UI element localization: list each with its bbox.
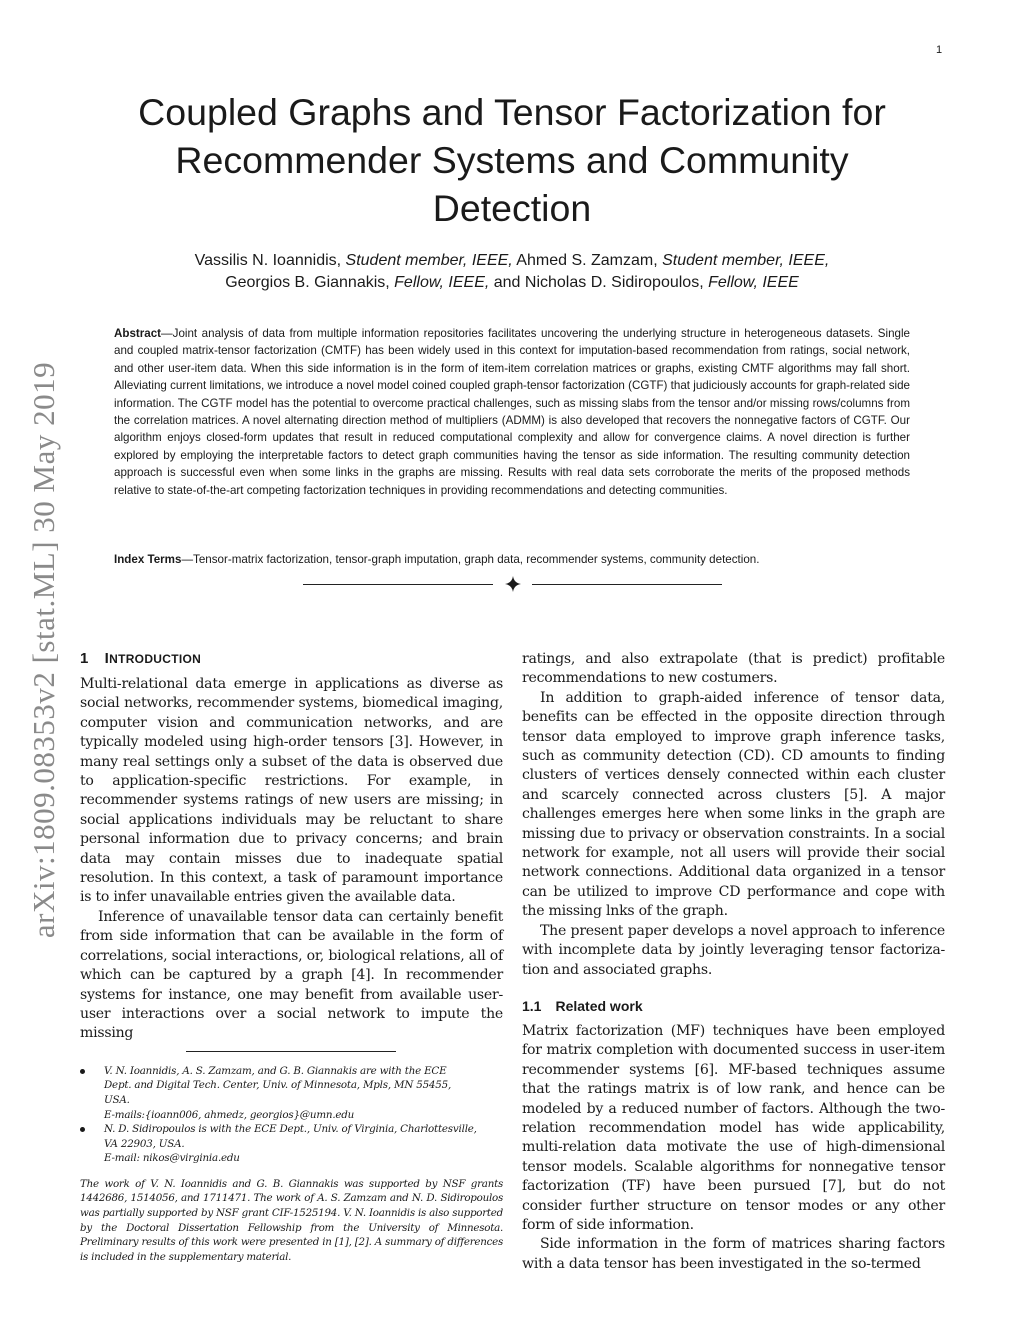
footnote-1-line-1: V. N. Ioannidis, A. S. Zamzam, and G. B. Giannakis are with the ECE [104,1064,447,1077]
arxiv-stamp [14,340,74,960]
author-4-role: Fellow, IEEE [708,274,799,291]
abstract-text: —Joint analysis of data from multiple information repositories facilitates uncovering the underlying structure in heterogeneous datasets. Single and coupled matrix-tensor factorization (CMTF) has been widely used in this context for imputation-based recommendation from ratings, social network, and other user-item data. When this side information is in the form of item-item correlation matrices or graphs, existing CMTF algorithms may fall short. Alleviating current limitations, we introduce a novel model coined coupled graph-tensor factorization (CGTF) that judiciously accounts for graph-related side information. The CGTF model has the potential to overcome practical challenges, such as missing slabs from the tensor and/or missing rows/columns from the correlation matrices. A novel alternating direction method of multipliers (ADMM) is also developed that recovers the nonnegative factors of CGTF. Our algorithm enjoys closed-form updates that result in reduced computational complexity and allow for convergence claims. A novel direction is further explored by employing the interpretable factors to detect graph communities having the tensor as side information. The resulting community detection approach is successful even when some links in the graphs are missing. Results with real data sets corroborate the merits of the proposed methods relative to state-of-the-art competing factorization techniques in providing recommendations and detecting communities. [114,327,910,497]
author-2-role: Student member, IEEE, [662,252,830,269]
intro-paragraph-3: ratings, and also extrapolate (that is predict) profitable recommendations to new costumers. [522,651,945,687]
separator-diamond-icon [503,574,523,594]
related-work-paragraph-1: Matrix factorization (MF) techniques have been employed for matrix completion with documented success in user-item recommender systems [6]. MF-based techniques assume that the ratings matrix is of low rank, and hence can be modeled by a reduced number of factors. Although the two-relation recommendation model has wide applicability, multi-relation data motivate the use of high-dimensional tensor models. Scalable algorithms for nonnegative tensor factorization (TF) have been pursued [7], but do not consider further structure on tensor modes or any other form of side information. [522,1022,945,1233]
separator-rule-right [532,584,722,585]
title-line-2: Recommender Systems and Community [175,139,849,181]
right-column [522,650,945,1274]
funding-note: The work of V. N. Ioannidis and G. B. Giannakis was supported by NSF grants 1442686, 1514056, and 1711471. The work of A. S. Zamzam and N. D. Sidiropoulos was partially supported by NSF grant CIF-1525194. V. N. Ioannidis is also supported by the Doctoral Dissertation Fellowship from the University of Minnesota. Preliminary results of this work were presented in [1], [2]. A summary of differences is included in the supplementary material. [80,1177,503,1263]
intro-paragraph-5: The present paper develops a novel approach to inference with incomplete data by jointly leveraging tensor factoriza-tion and associated graphs. [522,922,945,978]
separator-rule-left [303,584,493,585]
footnote-1-email: E-mails:{ioann006, ahmedz, georgios}@umn.edu [104,1108,355,1121]
left-column [80,648,503,1275]
author-1: Vassilis N. Ioannidis, [194,252,346,269]
author-list [100,250,924,294]
section-heading-introduction [80,650,503,667]
title-line-1: Coupled Graphs and Tensor Factorization for [138,91,886,133]
footnote-2-line-1: N. D. Sidiropoulos is with the ECE Dept., Univ. of Virginia, Charlottesville, [104,1123,477,1136]
author-3: Georgios B. Giannakis, [225,274,395,291]
subsection-heading-related-work [522,998,945,1014]
author-3-role: Fellow, IEEE, [394,274,490,291]
title-line-3: Detection [432,187,592,229]
section-number: 1 [80,650,89,667]
author-line-2 [100,272,924,294]
footnote-2-line-2: VA 22903, USA. [104,1137,185,1150]
author-4: and Nicholas D. Sidiropoulos, [489,274,709,291]
abstract [114,325,910,499]
index-terms-text: —Tensor-matrix factorization, tensor-graph imputation, graph data, recommender systems, community detection. [181,553,760,566]
paper-title [100,88,924,232]
related-work-paragraph-2: Side information in the form of matrices sharing factors with a data tensor has been investigated in the so-termed [522,1236,945,1272]
bullet-icon [80,1069,85,1074]
abstract-label: Abstract [114,327,162,340]
subsection-title: Related work [555,997,643,1014]
footnote-affiliation-1 [80,1064,503,1122]
author-line-1 [100,250,924,272]
footnote-1-line-2: Dept. and Digital Tech. Center, Univ. of Minnesota, Mpls, MN 55455, [104,1079,452,1092]
section-title-rest: NTRODUCTION [109,652,202,666]
affiliation-footnotes [80,1064,503,1166]
bullet-icon [80,1127,85,1132]
footnote-2-email: E-mail: nikos@virginia.edu [104,1152,240,1165]
intro-paragraph-4: In addition to graph-aided inference of tensor data, benefits can be effected in the opposite direction through tensor data employed to improve graph inference tasks, such as community detection (CD). CD amounts to finding clusters of vertices densely connected within each cluster and scarcely connected across clusters [5]. A major challenges emerges here when some links in the graph are missing due to privacy or observation constraints. In a social network for example, not all users will provide their social network connections. Additional data organized in a tensor can be utilized to improve CD performance and cope with the missing lnks of the graph. [522,689,945,920]
arxiv-stamp-text: arXiv:1809.08353v2 [stat.ML] 30 May 2019 [26,361,61,939]
footnote-affiliation-2 [80,1122,503,1166]
index-terms-label: Index Terms [114,553,182,566]
intro-paragraph-1: Multi-relational data emerge in applications as diverse as social networks, recommender systems, biomedical imaging, computer vision and communication networks, and are typically modeled using high-order tensors [3]. However, in many real settings only a subset of the data is observed due to application-specific restrictions. For example, in recommender systems ratings of new users are missing; in social applications individuals may be reluctant to share personal information due to privacy concerns; and brain data may contain misses due to inadequate spatial resolution. In this context, a task of paramount importance is to infer unavailable entries given the available data. [80,676,503,906]
page-number: 1 [936,44,943,56]
subsection-number: 1.1 [522,997,542,1014]
section-title-initial: I [104,650,110,667]
footnote-rule [186,1051,396,1052]
author-2: Ahmed S. Zamzam, [512,252,663,269]
intro-paragraph-2: Inference of unavailable tensor data can certainly benefit from side information that can be available in the form of correlations, social interactions, or, biological relations, all of which can be captured by a graph [4]. In recommender systems for instance, one may benefit from available user-user interactions over a social network to impute the missing [80,908,503,1042]
index-terms [114,551,910,568]
footnote-1-line-3: USA. [104,1093,130,1106]
author-1-role: Student member, IEEE, [345,252,513,269]
